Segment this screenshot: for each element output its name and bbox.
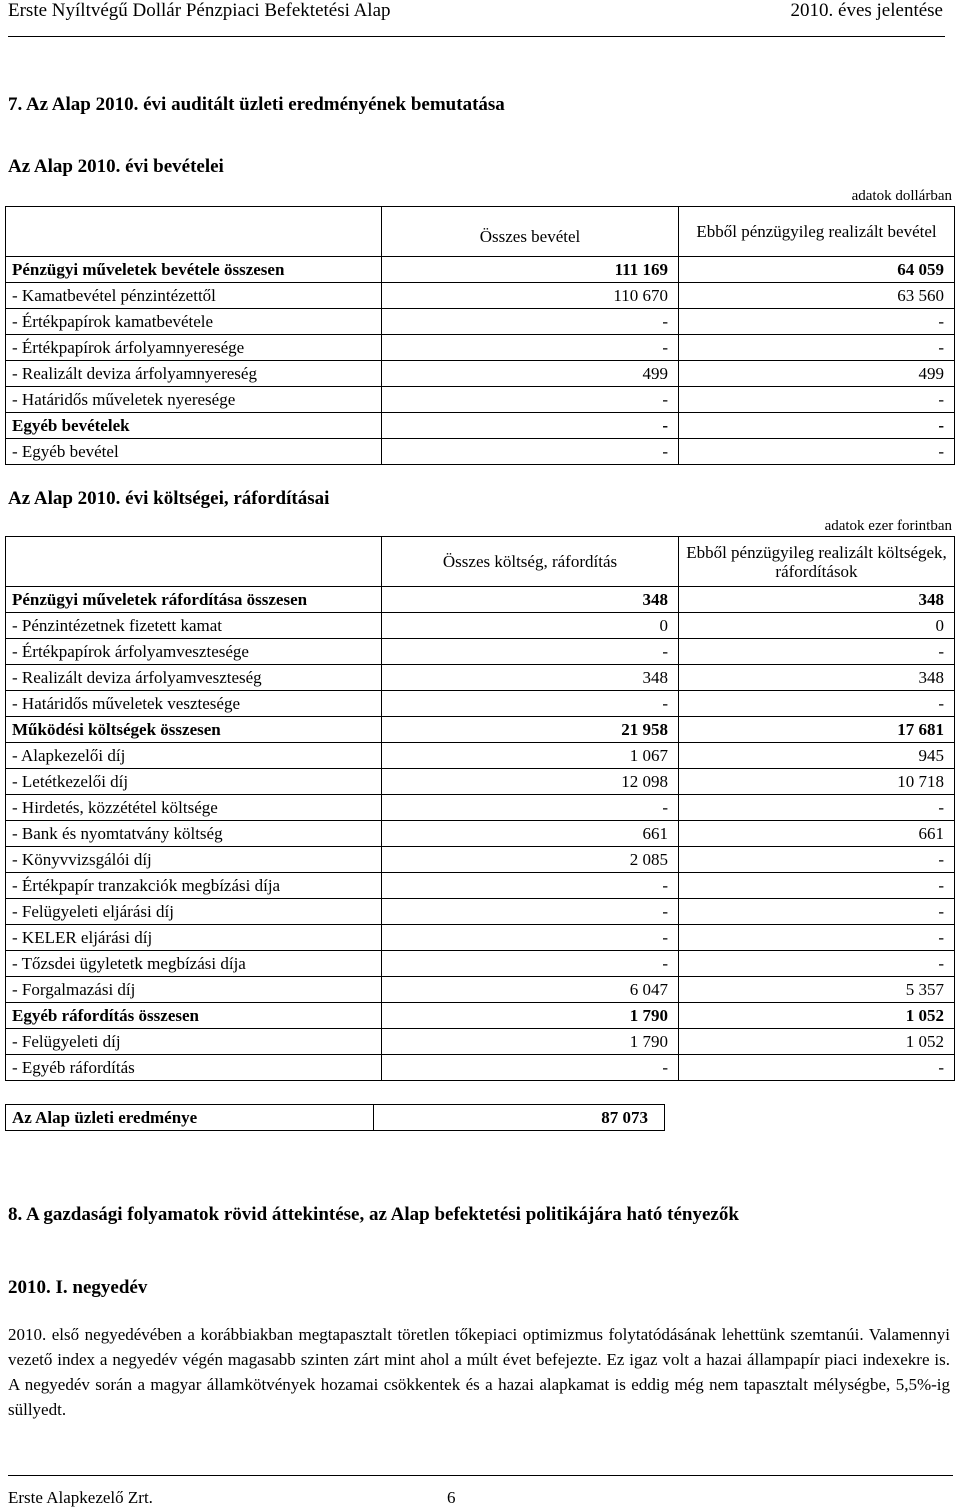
row-total: - (382, 335, 679, 361)
row-total: - (382, 439, 679, 465)
row-realized: - (679, 413, 955, 439)
row-label: - Pénzintézetnek fizetett kamat (6, 613, 382, 639)
row-total: - (382, 691, 679, 717)
table-row (6, 257, 955, 283)
table-row (6, 587, 955, 613)
row-total: 0 (382, 613, 679, 639)
row-realized: - (679, 439, 955, 465)
row-total: 661 (382, 821, 679, 847)
page-number: 6 (447, 1488, 456, 1507)
row-total: - (382, 925, 679, 951)
row-total: 12 098 (382, 769, 679, 795)
section-8-title: 8. A gazdasági folyamatok rövid áttekintése, az Alap befektetési politikájára ható tényezők (8, 1204, 739, 1225)
header-divider (8, 36, 945, 37)
row-total: - (382, 873, 679, 899)
row-realized: 64 059 (679, 257, 955, 283)
costs-header-label (6, 537, 382, 587)
table-row (6, 847, 955, 873)
table-row (6, 821, 955, 847)
table-row (6, 639, 955, 665)
row-label: - Könyvvizsgálói díj (6, 847, 382, 873)
row-total: - (382, 413, 679, 439)
table-row (6, 1029, 955, 1055)
row-realized: 661 (679, 821, 955, 847)
row-label: - Határidős műveletek vesztesége (6, 691, 382, 717)
row-total: 1 790 (382, 1003, 679, 1029)
row-total: - (382, 899, 679, 925)
section-7-title: 7. Az Alap 2010. évi auditált üzleti eredményének bemutatása (8, 94, 505, 115)
revenue-unit-note: adatok dollárban (851, 188, 952, 204)
row-total: 110 670 (382, 283, 679, 309)
row-total: - (382, 387, 679, 413)
row-label: Pénzügyi műveletek ráfordítása összesen (6, 587, 382, 613)
row-label: - Forgalmazási díj (6, 977, 382, 1003)
table-row (6, 691, 955, 717)
footer-divider (8, 1475, 953, 1476)
quarter-paragraph: 2010. első negyedévében a korábbiakban megtapasztalt töretlen tőkepiaci optimizmus folytatódásának lehettünk szemtanúi. Valamennyi vezető index a negyedév végén magasabb szinten zárt mint ahol a múlt évet befejezte. Ez igaz volt a hazai állampapír piaci indexekre is. A negyedév során a magyar államkötvények hozamai csökkentek és a hazai alapkamat is eddig még nem tapasztalt mélységbe, 5,5%-ig süllyedt. (8, 1325, 950, 1419)
row-total: 499 (382, 361, 679, 387)
table-row (6, 951, 955, 977)
table-row (6, 613, 955, 639)
table-row (6, 873, 955, 899)
table-row (6, 335, 955, 361)
row-realized: - (679, 639, 955, 665)
row-total: 1 790 (382, 1029, 679, 1055)
row-realized: - (679, 309, 955, 335)
row-total: 2 085 (382, 847, 679, 873)
row-realized: 499 (679, 361, 955, 387)
revenue-header-total: Összes bevétel (382, 207, 679, 257)
table-row (6, 665, 955, 691)
row-realized: 348 (679, 665, 955, 691)
row-total: 348 (382, 665, 679, 691)
row-realized: 17 681 (679, 717, 955, 743)
row-label: - Bank és nyomtatvány költség (6, 821, 382, 847)
row-label: - Tőzsdei ügyletetk megbízási díja (6, 951, 382, 977)
row-realized: - (679, 925, 955, 951)
quarter-subtitle: 2010. I. negyedév (8, 1277, 148, 1298)
row-total: 1 067 (382, 743, 679, 769)
row-total: 21 958 (382, 717, 679, 743)
row-realized: 63 560 (679, 283, 955, 309)
row-total: - (382, 951, 679, 977)
report-header-title: Erste Nyíltvégű Dollár Pénzpiaci Befektetési Alap (8, 0, 391, 21)
revenue-rows (6, 257, 955, 465)
table-row (6, 925, 955, 951)
row-label: - KELER eljárási díj (6, 925, 382, 951)
row-total: - (382, 1055, 679, 1081)
row-realized: 1 052 (679, 1029, 955, 1055)
costs-unit-note: adatok ezer forintban (824, 518, 952, 534)
table-row (6, 309, 955, 335)
row-realized: 1 052 (679, 1003, 955, 1029)
table-row (6, 795, 955, 821)
table-row (6, 1003, 955, 1029)
row-label: - Kamatbevétel pénzintézettől (6, 283, 382, 309)
row-realized: 5 357 (679, 977, 955, 1003)
result-value: 87 073 (374, 1105, 665, 1131)
row-realized: - (679, 387, 955, 413)
row-label: Egyéb ráfordítás összesen (6, 1003, 382, 1029)
row-realized: 945 (679, 743, 955, 769)
row-label: - Hirdetés, közzététel költsége (6, 795, 382, 821)
costs-rows (6, 587, 955, 1081)
row-label: - Értékpapírok árfolyamvesztesége (6, 639, 382, 665)
table-row (6, 361, 955, 387)
report-header-year: 2010. éves jelentése (790, 0, 943, 21)
row-total: - (382, 309, 679, 335)
row-total: 348 (382, 587, 679, 613)
row-label: Pénzügyi műveletek bevétele összesen (6, 257, 382, 283)
table-row (6, 439, 955, 465)
result-table (5, 1104, 665, 1131)
row-total: 6 047 (382, 977, 679, 1003)
row-label: - Realizált deviza árfolyamnyereség (6, 361, 382, 387)
row-label: - Értékpapírok árfolyamnyeresége (6, 335, 382, 361)
revenue-header-realized: Ebből pénzügyileg realizált bevétel (679, 207, 955, 257)
row-label: - Realizált deviza árfolyamveszteség (6, 665, 382, 691)
table-row (6, 899, 955, 925)
row-label: - Értékpapírok kamatbevétele (6, 309, 382, 335)
row-realized: - (679, 873, 955, 899)
revenue-header-label (6, 207, 382, 257)
footer-company: Erste Alapkezelő Zrt. (8, 1488, 153, 1507)
row-label: - Alapkezelői díj (6, 743, 382, 769)
row-realized: - (679, 1055, 955, 1081)
row-total: 111 169 (382, 257, 679, 283)
row-realized: - (679, 847, 955, 873)
table-row (6, 977, 955, 1003)
row-label: - Letétkezelői díj (6, 769, 382, 795)
row-total: - (382, 795, 679, 821)
row-label: - Felügyeleti eljárási díj (6, 899, 382, 925)
revenue-title: Az Alap 2010. évi bevételei (8, 156, 224, 177)
row-realized: - (679, 951, 955, 977)
row-label: - Értékpapír tranzakciók megbízási díja (6, 873, 382, 899)
row-realized: - (679, 335, 955, 361)
costs-header-total: Összes költség, ráfordítás (382, 537, 679, 587)
table-row (6, 413, 955, 439)
row-label: - Határidős műveletek nyeresége (6, 387, 382, 413)
table-row (6, 387, 955, 413)
row-total: - (382, 639, 679, 665)
costs-table (5, 536, 955, 1081)
row-label: - Egyéb ráfordítás (6, 1055, 382, 1081)
row-label: - Felügyeleti díj (6, 1029, 382, 1055)
costs-header-realized: Ebből pénzügyileg realizált költségek, ráfordítások (679, 537, 955, 587)
row-label: Egyéb bevételek (6, 413, 382, 439)
row-realized: 0 (679, 613, 955, 639)
row-realized: 348 (679, 587, 955, 613)
costs-title: Az Alap 2010. évi költségei, ráfordításai (8, 488, 330, 509)
row-realized: - (679, 691, 955, 717)
table-row (6, 1055, 955, 1081)
row-realized: 10 718 (679, 769, 955, 795)
revenue-table (5, 206, 955, 465)
row-realized: - (679, 899, 955, 925)
table-row (6, 283, 955, 309)
row-label: - Egyéb bevétel (6, 439, 382, 465)
table-row (6, 743, 955, 769)
row-label: Működési költségek összesen (6, 717, 382, 743)
table-row (6, 717, 955, 743)
result-label: Az Alap üzleti eredménye (6, 1105, 374, 1131)
row-realized: - (679, 795, 955, 821)
table-row (6, 769, 955, 795)
